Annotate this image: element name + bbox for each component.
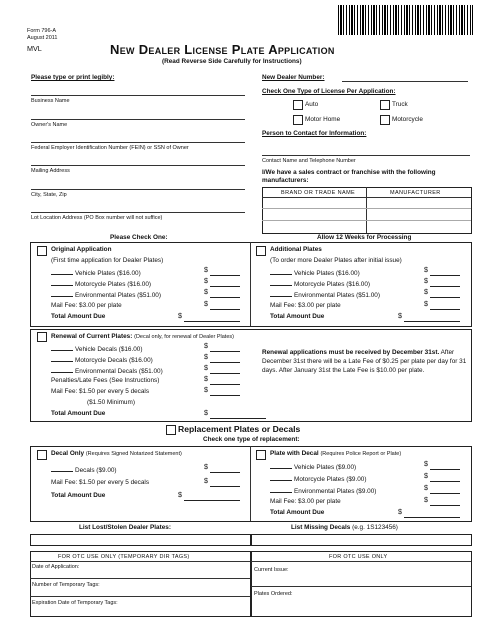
mailing-label: Mailing Address xyxy=(31,168,70,174)
additional-mail-amount[interactable] xyxy=(430,309,460,310)
missing-decals-heading: List Missing Decals (e.g. 1S123456) xyxy=(291,524,398,531)
motor-home-checkbox[interactable] xyxy=(293,115,303,125)
truck-checkbox[interactable] xyxy=(380,100,390,110)
additional-vehicle-amount[interactable] xyxy=(430,275,460,276)
plate-decal-environmental-amount[interactable] xyxy=(430,493,460,494)
renewal-mail-fee: Mail Fee: $1.50 per every 5 decals xyxy=(51,388,150,395)
form-date: August 2011 xyxy=(27,35,58,41)
dollar-sign: $ xyxy=(204,462,208,471)
additional-total-label: Total Amount Due xyxy=(270,313,325,320)
contact-heading: Person to Contact for Information: xyxy=(262,130,367,137)
renewal-penalties: Penalties/Late Fees (See Instructions) xyxy=(51,377,160,384)
plate-with-decal-title: Plate with Decal (Requires Police Report or Plate) xyxy=(270,450,402,457)
renewal-section xyxy=(30,329,472,422)
original-vehicle-amount[interactable] xyxy=(210,275,240,276)
dollar-sign: $ xyxy=(204,476,208,485)
renewal-notice: Renewal applications must be received by December 31st. After December 31st there will be a Late Fee of $0.25 per plate per day for 31 days. After January 31st the Late Fee is $10.00 per plate. xyxy=(262,349,467,374)
dollar-sign: $ xyxy=(204,265,208,274)
otc-current-issue-label: Current Issue: xyxy=(254,567,289,573)
dollar-sign: $ xyxy=(204,408,208,417)
missing-decals-field[interactable] xyxy=(251,534,472,546)
lost-plates-field[interactable] xyxy=(30,534,251,546)
renewal-environmental-row[interactable]: Environmental Decals ($51.00) xyxy=(51,366,163,375)
motor-home-label: Motor Home xyxy=(305,116,341,123)
renewal-total-label: Total Amount Due xyxy=(51,410,106,417)
original-motorcycle-amount[interactable] xyxy=(210,286,240,287)
form-dept: MVL xyxy=(27,44,42,53)
original-motorcycle-row[interactable]: Motorcycle Plates ($16.00) xyxy=(51,279,151,288)
decal-only-decals-row[interactable]: Decals ($9.00) xyxy=(51,465,117,474)
dollar-sign: $ xyxy=(204,352,208,361)
original-title: Original Application xyxy=(51,246,112,253)
original-mail-amount[interactable] xyxy=(210,309,240,310)
otc-number-label: Number of Temporary Tags: xyxy=(32,582,100,588)
plate-decal-motorcycle-row[interactable]: Motorcycle Plates ($9.00) xyxy=(270,474,366,483)
replacement-title: Replacement Plates or Decals xyxy=(178,424,301,434)
page-subtitle: (Read Reverse Side Carefully for Instructions) xyxy=(162,58,302,65)
please-check-heading: Please Check One: xyxy=(110,234,168,241)
additional-plates-checkbox[interactable] xyxy=(256,246,266,256)
dollar-sign: $ xyxy=(204,276,208,285)
plate-decal-environmental-row[interactable]: Environmental Plates ($9.00) xyxy=(270,486,376,495)
additional-vehicle-row[interactable]: Vehicle Plates ($16.00) xyxy=(270,268,360,277)
plate-decal-vehicle-row[interactable]: Vehicle Plates ($9.00) xyxy=(270,462,356,471)
decal-only-total-label: Total Amount Due xyxy=(51,492,106,499)
otc-plates-ordered-label: Plates Ordered: xyxy=(254,591,293,597)
dollar-sign: $ xyxy=(398,507,402,516)
dollar-sign: $ xyxy=(424,265,428,274)
brand-column-header: BRAND OR TRADE NAME xyxy=(281,190,356,196)
renewal-vehicle-amount[interactable] xyxy=(210,351,240,352)
renewal-title: Renewal of Current Plates: (Decal only, for renewal of Dealer Plates) xyxy=(51,333,234,340)
motorcycle-checkbox[interactable] xyxy=(380,115,390,125)
dollar-sign: $ xyxy=(424,471,428,480)
plate-with-decal-checkbox[interactable] xyxy=(256,450,266,460)
renewal-minimum: ($1.50 Minimum) xyxy=(87,399,135,406)
original-application-checkbox[interactable] xyxy=(37,246,47,256)
page-title: New Dealer License Plate Application xyxy=(110,42,335,57)
dollar-sign: $ xyxy=(424,483,428,492)
decal-only-mail-amount[interactable] xyxy=(210,486,240,487)
additional-total-amount[interactable] xyxy=(404,321,460,322)
original-environmental-amount[interactable] xyxy=(210,297,240,298)
dollar-sign: $ xyxy=(204,363,208,372)
manufacturer-column-header: MANUFACTURER xyxy=(390,190,441,196)
decal-only-title: Decal Only (Requires Signed Notarized Statement) xyxy=(51,450,182,457)
otc-expiration-label: Expiration Date of Temporary Tags: xyxy=(32,600,118,606)
dollar-sign: $ xyxy=(424,276,428,285)
city-label: City, State, Zip xyxy=(31,192,67,198)
renewal-penalties-amount[interactable] xyxy=(210,384,240,385)
original-subtitle: (First time application for Dealer Plates) xyxy=(51,257,164,264)
additional-environmental-row[interactable]: Environmental Plates ($51.00) xyxy=(270,290,380,299)
dollar-sign: $ xyxy=(178,490,182,499)
otc-date-label: Date of Application: xyxy=(32,564,80,570)
original-mail-fee: Mail Fee: $3.00 per plate xyxy=(51,302,122,309)
dollar-sign: $ xyxy=(204,341,208,350)
replacement-subtitle: Check one type of replacement: xyxy=(203,436,300,443)
plate-decal-total-label: Total Amount Due xyxy=(270,509,325,516)
plate-decal-mail-fee: Mail Fee: $3.00 per plate xyxy=(270,498,341,505)
renewal-total-amount[interactable] xyxy=(210,418,266,419)
license-type-heading: Check One Type of License Per Application: xyxy=(262,88,396,95)
dollar-sign: $ xyxy=(424,299,428,308)
decal-only-decals-amount[interactable] xyxy=(210,472,240,473)
renewal-vehicle-row[interactable]: Vehicle Decals ($16.00) xyxy=(51,344,143,353)
decal-only-mail-fee: Mail Fee: $1.50 per every 5 decals xyxy=(51,479,150,486)
original-total-label: Total Amount Due xyxy=(51,313,106,320)
additional-environmental-amount[interactable] xyxy=(430,297,460,298)
lot-label: Lot Location Address (PO Box number will not suffice) xyxy=(31,215,163,221)
original-vehicle-row[interactable]: Vehicle Plates ($16.00) xyxy=(51,268,141,277)
owner-name-label: Owner's Name xyxy=(31,122,68,128)
plate-decal-motorcycle-amount[interactable] xyxy=(430,481,460,482)
decal-only-total-amount[interactable] xyxy=(184,500,240,501)
motorcycle-label: Motorcycle xyxy=(392,116,423,123)
fein-label: Federal Employer Identification Number (FEIN) or SSN of Owner xyxy=(31,145,189,151)
dollar-sign: $ xyxy=(204,287,208,296)
form-number: Form 796-A xyxy=(27,28,57,34)
additional-mail-fee: Mail Fee: $3.00 per plate xyxy=(270,302,341,309)
otc-temp-tags-heading: FOR OTC USE ONLY (TEMPORARY DIR TAGS) xyxy=(58,554,190,560)
business-name-label: Business Name xyxy=(31,98,70,104)
dollar-sign: $ xyxy=(424,287,428,296)
original-total-amount[interactable] xyxy=(184,321,240,322)
auto-checkbox[interactable] xyxy=(293,100,303,110)
renewal-motorcycle-amount[interactable] xyxy=(210,362,240,363)
print-instruction: Please type or print legibly: xyxy=(31,74,115,81)
additional-title: Additional Plates xyxy=(270,246,322,253)
dollar-sign: $ xyxy=(204,385,208,394)
allow-weeks-heading: Allow 12 Weeks for Processing xyxy=(317,234,412,241)
additional-motorcycle-row[interactable]: Motorcycle Plates ($16.00) xyxy=(270,279,370,288)
renewal-environmental-amount[interactable] xyxy=(210,373,240,374)
otc-heading: FOR OTC USE ONLY xyxy=(329,554,388,560)
dollar-sign: $ xyxy=(398,311,402,320)
additional-motorcycle-amount[interactable] xyxy=(430,286,460,287)
dollar-sign: $ xyxy=(424,459,428,468)
renewal-motorcycle-row[interactable]: Motorcycle Decals ($16.00) xyxy=(51,355,153,364)
replacement-checkbox[interactable] xyxy=(166,425,176,435)
contact-name-label: Contact Name and Telephone Number xyxy=(262,158,356,164)
truck-label: Truck xyxy=(392,101,408,108)
franchise-text: I/We have a sales contract or franchise with the following manufacturers: xyxy=(262,169,436,184)
renewal-checkbox[interactable] xyxy=(37,332,47,342)
dollar-sign: $ xyxy=(204,374,208,383)
dollar-sign: $ xyxy=(204,299,208,308)
renewal-mail-amount[interactable] xyxy=(210,395,240,396)
additional-subtitle: (To order more Dealer Plates after initial issue) xyxy=(270,257,402,264)
dollar-sign: $ xyxy=(178,311,182,320)
original-environmental-row[interactable]: Environmental Plates ($51.00) xyxy=(51,290,161,299)
dollar-sign: $ xyxy=(424,495,428,504)
barcode xyxy=(338,5,473,35)
decal-only-checkbox[interactable] xyxy=(37,450,47,460)
auto-label: Auto xyxy=(305,101,319,108)
plate-decal-vehicle-amount[interactable] xyxy=(430,469,460,470)
plate-decal-total-amount[interactable] xyxy=(404,517,460,518)
dealer-number-label: New Dealer Number: xyxy=(262,74,325,81)
plate-decal-mail-amount[interactable] xyxy=(430,505,460,506)
lost-plates-heading: List Lost/Stolen Dealer Plates: xyxy=(79,524,171,531)
